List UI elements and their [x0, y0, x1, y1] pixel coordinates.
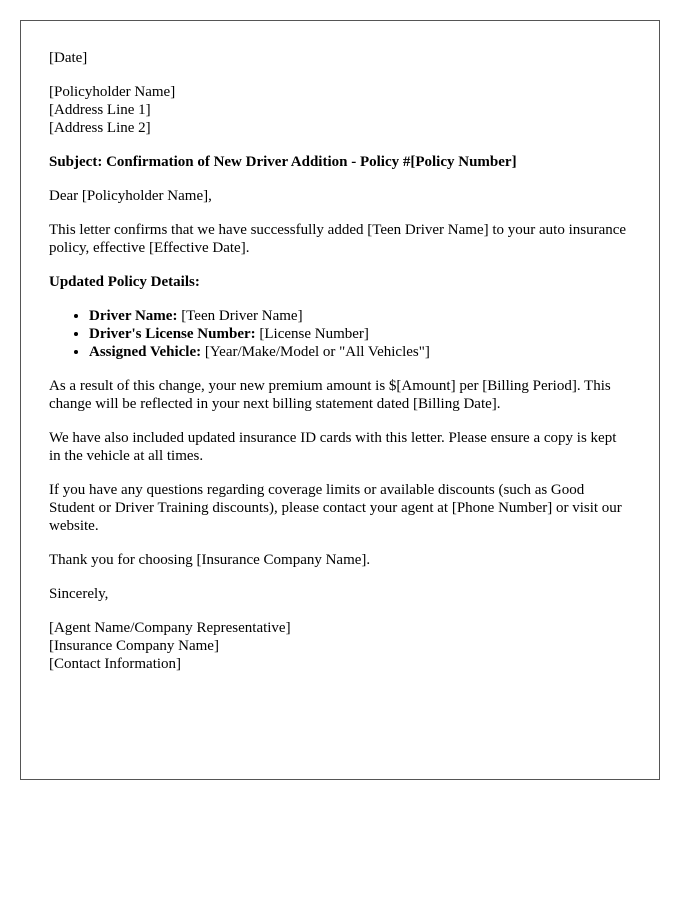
detail-label: Driver's License Number: [89, 326, 256, 342]
intro-paragraph: This letter confirms that we have successfully added [Teen Driver Name] to your auto insurance policy, effective [Effective Date]. [49, 222, 627, 256]
letter-page [20, 20, 660, 780]
detail-label: Driver Name: [89, 308, 178, 324]
signature-block [49, 619, 631, 673]
signature-company: [Insurance Company Name] [49, 638, 219, 654]
details-heading: Updated Policy Details: [49, 274, 200, 290]
letter-subject: Subject: Confirmation of New Driver Addition - Policy #[Policy Number] [49, 154, 517, 170]
recipient-address [49, 83, 631, 137]
policy-details-list [49, 307, 631, 361]
closing: Sincerely, [49, 586, 109, 602]
detail-label: Assigned Vehicle: [89, 344, 202, 360]
thanks-paragraph: Thank you for choosing [Insurance Company Name]. [49, 552, 371, 568]
recipient-address-line-1: [Address Line 1] [49, 102, 151, 118]
signature-contact: [Contact Information] [49, 656, 182, 672]
detail-value: [License Number] [255, 326, 369, 342]
detail-item-license-number [89, 325, 631, 343]
detail-value: [Year/Make/Model or "All Vehicles"] [201, 344, 430, 360]
date-text: [Date] [49, 50, 88, 66]
detail-value: [Teen Driver Name] [177, 308, 303, 324]
premium-paragraph: As a result of this change, your new premium amount is $[Amount] per [Billing Period]. This change will be reflected in your next billing statement dated [Billing Date]. [49, 378, 611, 412]
recipient-name: [Policyholder Name] [49, 84, 176, 100]
signature-agent: [Agent Name/Company Representative] [49, 620, 291, 636]
questions-paragraph: If you have any questions regarding coverage limits or available discounts (such as Good Student or Driver Training discounts), please contact your agent at [Phone Number] or visit our website. [49, 482, 622, 534]
letter-date [49, 49, 631, 67]
recipient-address-line-2: [Address Line 2] [49, 120, 151, 136]
detail-item-driver-name [89, 307, 631, 325]
salutation: Dear [Policyholder Name], [49, 188, 212, 204]
id-cards-paragraph: We have also included updated insurance ID cards with this letter. Please ensure a copy is kept in the vehicle at all times. [49, 430, 617, 464]
detail-item-assigned-vehicle [89, 343, 631, 361]
